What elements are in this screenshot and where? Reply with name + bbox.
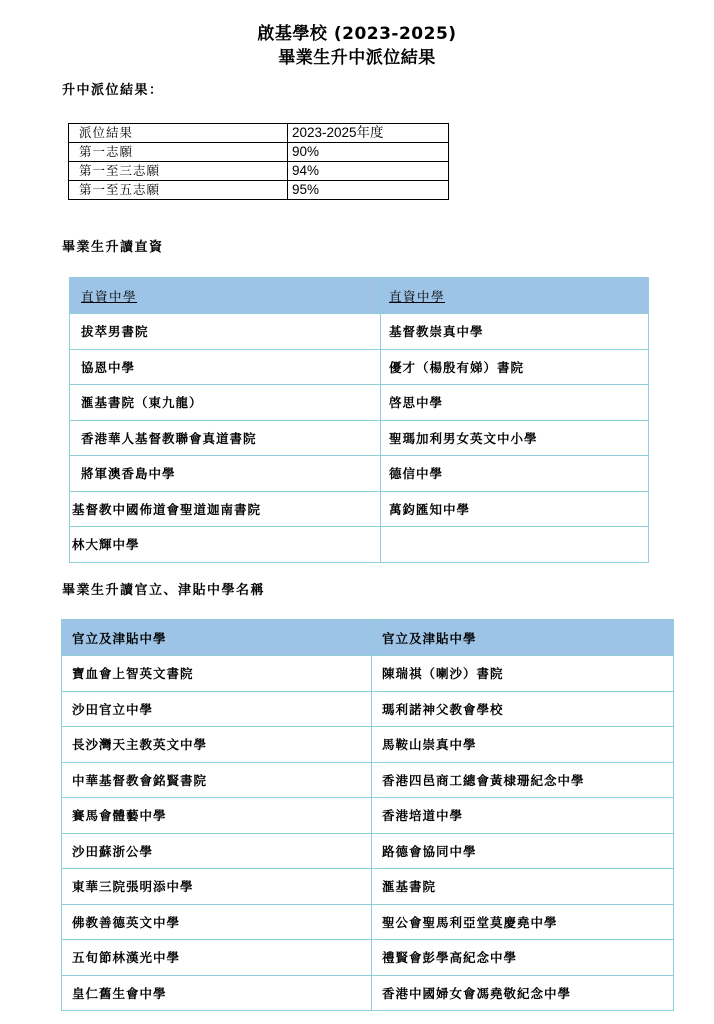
table-cell: 95%: [288, 181, 449, 200]
table-cell: 陳瑞祺（喇沙）書院: [372, 656, 674, 692]
table-cell: 長沙灣天主教英文中學: [62, 727, 372, 763]
table-cell: 五旬節林漢光中學: [62, 940, 372, 976]
table-cell: 馬鞍山崇真中學: [372, 727, 674, 763]
table-cell: 萬鈞匯知中學: [381, 491, 649, 527]
table-row: [70, 491, 649, 527]
table-row: [62, 904, 674, 940]
table-cell: 90%: [288, 143, 449, 162]
table-cell: 德信中學: [381, 456, 649, 492]
table-header-row: [70, 278, 649, 314]
table-header-cell: 直資中學: [70, 278, 381, 314]
table-cell: 皇仁舊生會中學: [62, 975, 372, 1011]
dss-table: [69, 277, 649, 563]
dss-heading: 畢業生升讀直資: [62, 240, 164, 255]
table-header-cell: 直資中學: [381, 278, 649, 314]
table-row: [62, 762, 674, 798]
table-row: [62, 656, 674, 692]
table-row: [69, 143, 449, 162]
table-row: [70, 527, 649, 563]
table-row: [62, 975, 674, 1011]
table-cell: [381, 527, 649, 563]
table-cell: 林大輝中學: [70, 527, 381, 563]
table-cell: 禮賢會彭學高紀念中學: [372, 940, 674, 976]
table-cell: 拔萃男書院: [70, 314, 381, 350]
table-row: [70, 456, 649, 492]
table-cell: 香港中國婦女會馮堯敬紀念中學: [372, 975, 674, 1011]
table-cell: 聖公會聖馬利亞堂莫慶堯中學: [372, 904, 674, 940]
table-cell: 香港四邑商工總會黃棣珊紀念中學: [372, 762, 674, 798]
table-header-cell: 官立及津貼中學: [62, 620, 372, 656]
page-subtitle: 畢業生升中派位結果: [278, 48, 436, 68]
table-row: [62, 691, 674, 727]
allocation-heading: 升中派位結果：: [62, 83, 164, 98]
table-header-row: [69, 124, 449, 143]
table-row: [70, 349, 649, 385]
aided-table: [61, 619, 674, 1011]
table-cell: 第一志願: [69, 143, 288, 162]
table-cell: 基督教崇真中學: [381, 314, 649, 350]
table-cell: 路德會協同中學: [372, 833, 674, 869]
table-cell: 香港培道中學: [372, 798, 674, 834]
table-cell: 94%: [288, 162, 449, 181]
table-row: [62, 727, 674, 763]
table-cell: 香港華人基督教聯會真道書院: [70, 420, 381, 456]
page-title: 啟基學校 (2023-2025): [257, 24, 457, 44]
table-header-row: [62, 620, 674, 656]
table-row: [69, 181, 449, 200]
table-row: [70, 385, 649, 421]
table-row: [69, 162, 449, 181]
table-cell: 啓思中學: [381, 385, 649, 421]
title-block: [0, 22, 714, 70]
table-row: [62, 798, 674, 834]
table-cell: 瑪利諾神父教會學校: [372, 691, 674, 727]
table-cell: 佛教善德英文中學: [62, 904, 372, 940]
table-cell: 滙基書院: [372, 869, 674, 905]
table-cell: 第一至三志願: [69, 162, 288, 181]
table-cell: 第一至五志願: [69, 181, 288, 200]
table-cell: 優才（楊殷有娣）書院: [381, 349, 649, 385]
table-row: [62, 940, 674, 976]
table-row: [62, 869, 674, 905]
table-header-cell: 派位結果: [69, 124, 288, 143]
table-cell: 聖瑪加利男女英文中小學: [381, 420, 649, 456]
table-cell: 寶血會上智英文書院: [62, 656, 372, 692]
table-header-cell: 官立及津貼中學: [372, 620, 674, 656]
table-row: [70, 420, 649, 456]
table-cell: 沙田蘇浙公學: [62, 833, 372, 869]
table-cell: 協恩中學: [70, 349, 381, 385]
table-cell: 基督教中國佈道會聖道迦南書院: [70, 491, 381, 527]
table-cell: 賽馬會體藝中學: [62, 798, 372, 834]
table-cell: 沙田官立中學: [62, 691, 372, 727]
table-row: [70, 314, 649, 350]
aided-heading: 畢業生升讀官立、津貼中學名稱: [62, 583, 266, 598]
allocation-table: [68, 123, 449, 200]
table-cell: 滙基書院（東九龍）: [70, 385, 381, 421]
table-cell: 將軍澳香島中學: [70, 456, 381, 492]
table-header-cell: 2023-2025年度: [288, 124, 449, 143]
table-cell: 東華三院張明添中學: [62, 869, 372, 905]
table-row: [62, 833, 674, 869]
table-cell: 中華基督教會銘賢書院: [62, 762, 372, 798]
